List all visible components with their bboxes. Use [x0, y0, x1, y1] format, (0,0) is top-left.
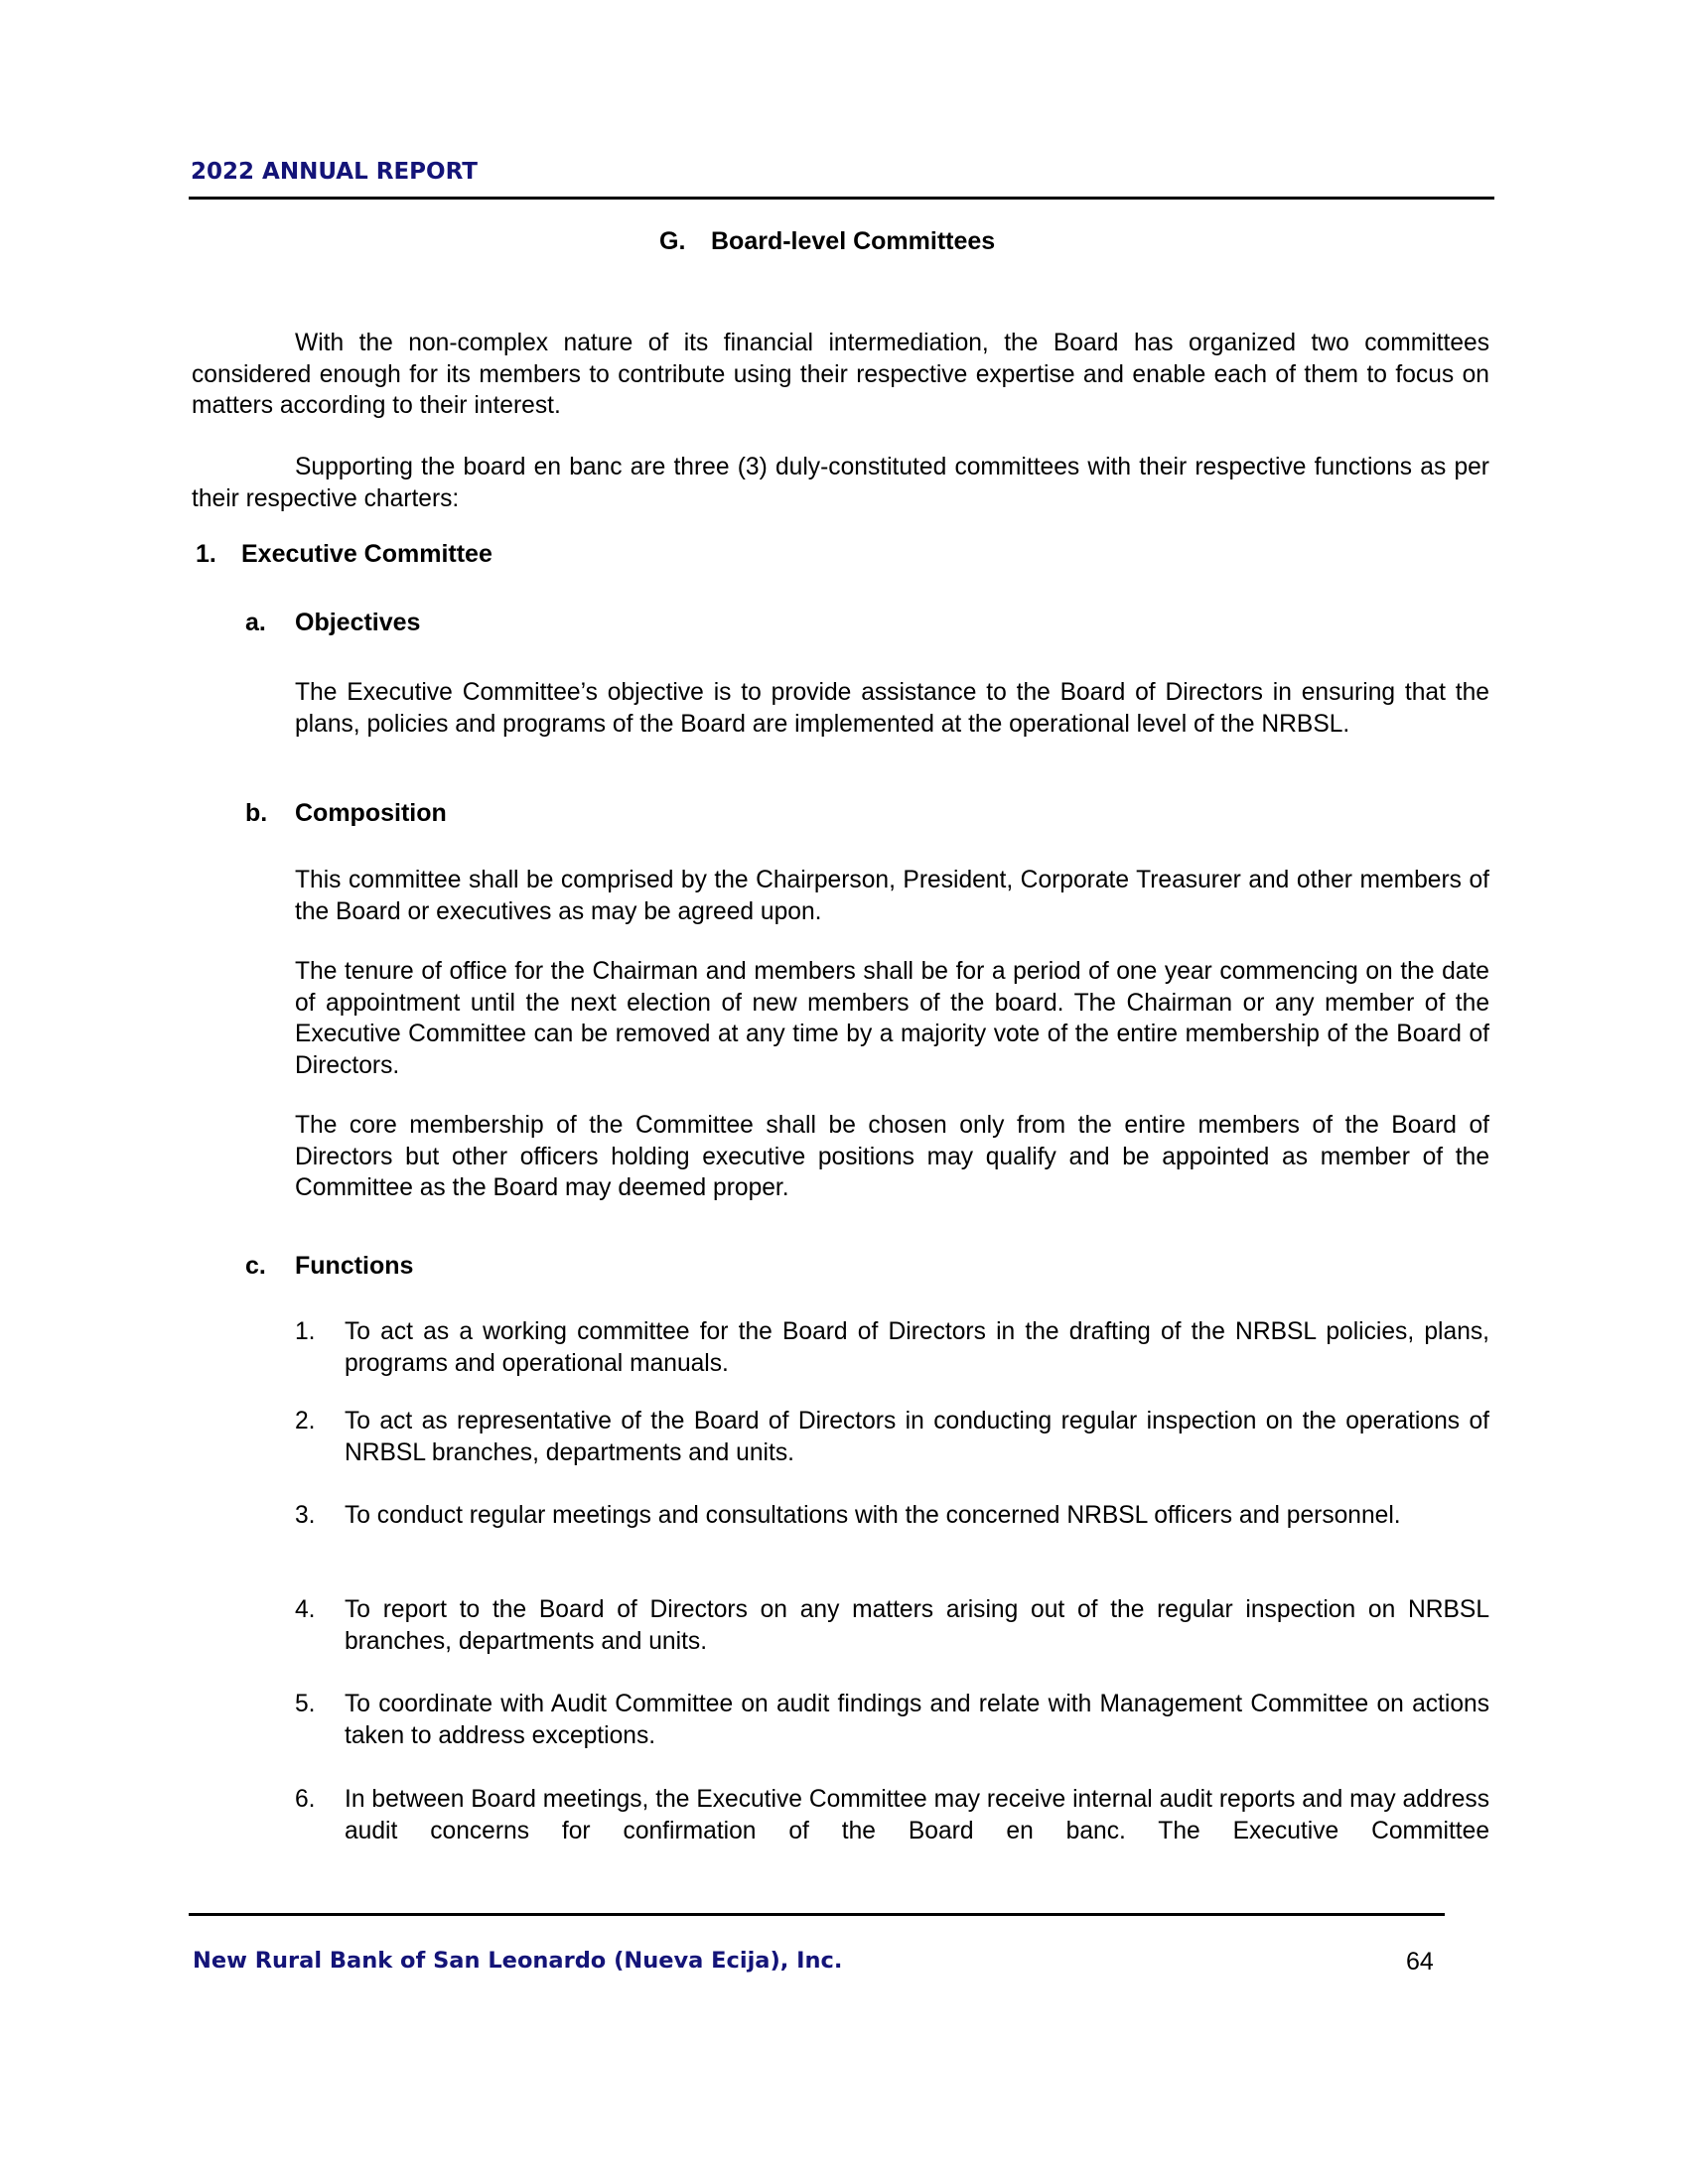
- function-item: [295, 1316, 1489, 1379]
- page-number: 64: [1406, 1948, 1434, 1976]
- function-item-text: In between Board meetings, the Executive Committee may receive internal audit reports and may address audit concerns for confirmation of the Board en banc. The Executive Committee: [345, 1786, 1489, 1844]
- function-item: [295, 1594, 1489, 1657]
- composition-heading: [245, 799, 447, 828]
- running-header-title: 2022 ANNUAL REPORT: [191, 159, 478, 185]
- composition-paragraph: This committee shall be comprised by the Chairperson, President, Corporate Treasurer and other members of the Board or executives as may be agreed upon.: [295, 867, 1489, 925]
- header-divider: [189, 197, 1494, 200]
- objectives-heading: [245, 609, 420, 637]
- committee-title: Executive Committee: [241, 540, 492, 568]
- function-item-number: 2.: [295, 1408, 316, 1434]
- section-title: [659, 227, 995, 256]
- objectives-letter: a.: [245, 609, 266, 636]
- function-item-text: To conduct regular meetings and consultations with the concerned NRBSL officers and personnel.: [345, 1502, 1401, 1529]
- function-item-number: 5.: [295, 1691, 316, 1717]
- function-item-number: 3.: [295, 1502, 316, 1529]
- functions-title: Functions: [295, 1252, 414, 1280]
- composition-letter: b.: [245, 799, 268, 827]
- committee-heading: [196, 540, 492, 569]
- composition-paragraph: The core membership of the Committee shall be chosen only from the entire members of the Board of Directors but other officers holding executive positions may qualify and be appointed as member of the Committee as the Board may deemed proper.: [295, 1112, 1489, 1201]
- function-item-number: 1.: [295, 1318, 316, 1345]
- intro-paragraph: [192, 328, 1489, 422]
- intro-paragraph-text: With the non-complex nature of its financial intermediation, the Board has organized two committees considered enough for its members to contribute using their respective expertise and enable each of them to focus on matters according to their interest.: [192, 330, 1489, 419]
- objectives-title: Objectives: [295, 609, 421, 636]
- committee-number: 1.: [196, 540, 216, 568]
- function-item: [295, 1689, 1489, 1751]
- function-item-number: 6.: [295, 1786, 316, 1813]
- footer-organization: New Rural Bank of San Leonardo (Nueva Ecija), Inc.: [193, 1948, 843, 1974]
- function-item: [295, 1500, 1489, 1532]
- function-item-text: To report to the Board of Directors on any matters arising out of the regular inspection on NRBSL branches, departments and units.: [345, 1596, 1489, 1655]
- composition-title: Composition: [295, 799, 447, 827]
- intro-paragraph-text: Supporting the board en banc are three (3) duly-constituted committees with their respective functions as per their respective charters:: [192, 454, 1489, 512]
- function-item-text: To act as representative of the Board of Directors in conducting regular inspection on the operations of NRBSL branches, departments and units.: [345, 1408, 1489, 1466]
- objectives-paragraph: The Executive Committee’s objective is to provide assistance to the Board of Directors in ensuring that the plans, policies and programs of the Board are implemented at the operational level of the NRBSL.: [295, 679, 1489, 738]
- function-item: [295, 1784, 1489, 1846]
- composition-paragraph: The tenure of office for the Chairman and members shall be for a period of one year commencing on the date of appointment until the next election of new members of the board. The Chairman or any member of the Executive Committee can be removed at any time by a majority vote of the entire membership of the Board of Directors.: [295, 958, 1489, 1079]
- function-item: [295, 1406, 1489, 1468]
- section-title-text: Board-level Committees: [711, 227, 996, 255]
- functions-letter: c.: [245, 1252, 266, 1280]
- footer-divider: [189, 1913, 1445, 1916]
- function-item-text: To act as a working committee for the Board of Directors in the drafting of the NRBSL policies, plans, programs and operational manuals.: [345, 1318, 1489, 1377]
- function-item-text: To coordinate with Audit Committee on audit findings and relate with Management Committee on actions taken to address exceptions.: [345, 1691, 1489, 1749]
- function-item-number: 4.: [295, 1596, 316, 1623]
- functions-heading: [245, 1252, 413, 1281]
- section-letter: G.: [659, 227, 686, 255]
- intro-paragraph: [192, 452, 1489, 514]
